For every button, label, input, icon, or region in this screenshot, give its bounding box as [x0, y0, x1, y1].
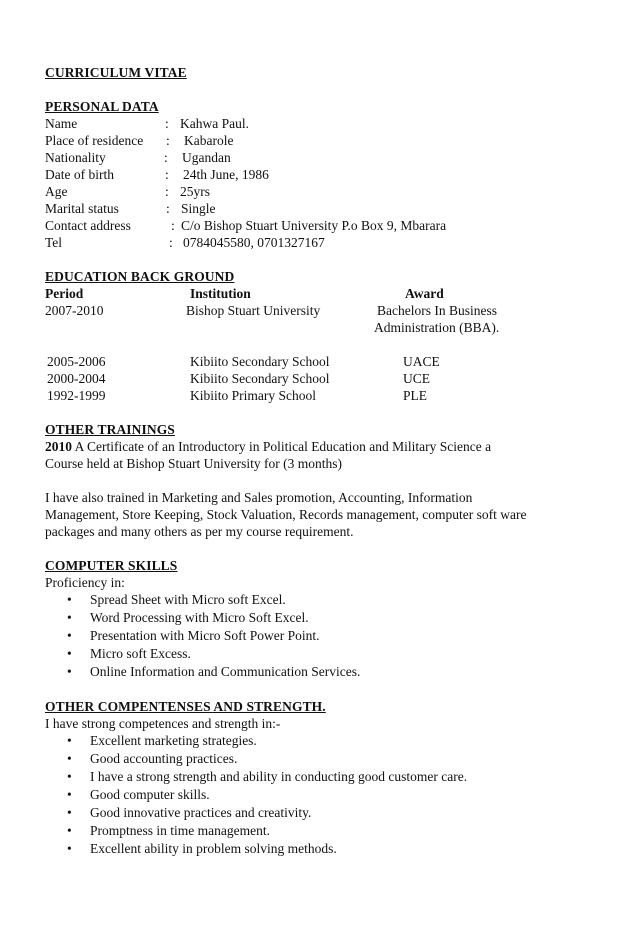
edu-period: 2000-2004: [47, 371, 106, 386]
list-item: • Good accounting practices.: [67, 751, 238, 766]
training-para2-line1: I have also trained in Marketing and Sales promotion, Accounting, Information: [45, 490, 473, 505]
training-para2-line3: packages and many others as per my course requirement.: [45, 524, 354, 539]
education-row: [45, 387, 605, 404]
list-item: • Excellent ability in problem solving methods.: [67, 841, 337, 856]
colon: :: [164, 150, 168, 165]
bullet: •: [67, 805, 72, 820]
personal-row-nationality: [45, 149, 605, 166]
list-item: • Online Information and Communication Services.: [67, 664, 361, 679]
computer-skills-heading: COMPUTER SKILLS: [45, 558, 178, 573]
training-certificate: [45, 438, 605, 455]
row-label: Contact address: [45, 218, 131, 233]
bullet: •: [67, 733, 72, 748]
personal-data-heading: PERSONAL DATA: [45, 99, 159, 114]
edu-period: 2005-2006: [47, 354, 106, 369]
row-label: Date of birth: [45, 167, 114, 182]
personal-row-age: [45, 183, 605, 200]
row-label: Place of residence: [45, 133, 144, 148]
cv-document: [45, 64, 605, 858]
personal-row-contact: [45, 217, 605, 234]
competences-section: [45, 698, 605, 858]
edu-institution: Kibiito Secondary School: [190, 354, 330, 369]
edu-institution: Bishop Stuart University: [186, 303, 321, 318]
bullet: •: [67, 787, 72, 802]
competences-intro: I have strong competences and strength in:-: [45, 716, 281, 731]
colon: :: [166, 133, 170, 148]
colon: :: [169, 235, 173, 250]
spacer: [45, 336, 605, 353]
row-value: Kahwa Paul.: [180, 116, 249, 131]
colon: :: [165, 116, 169, 131]
trainings-section: [45, 421, 605, 540]
personal-row-residence: [45, 132, 605, 149]
row-value: 24th June, 1986: [183, 167, 269, 182]
row-value: Ugandan: [182, 150, 231, 165]
row-value: 0784045580, 0701327167: [183, 235, 325, 250]
colon: :: [166, 201, 170, 216]
bullet: •: [67, 664, 72, 679]
list-item: • Promptness in time management.: [67, 823, 270, 838]
edu-institution: Kibiito Secondary School: [190, 371, 330, 386]
bullet: •: [67, 610, 72, 625]
row-value: 25yrs: [180, 184, 210, 199]
col-award: Award: [405, 286, 444, 301]
list-item: • Good computer skills.: [67, 787, 210, 802]
edu-period: 1992-1999: [47, 388, 106, 403]
row-value: Single: [181, 201, 216, 216]
education-heading: EDUCATION BACK GROUND: [45, 269, 235, 284]
row-value: C/o Bishop Stuart University P.o Box 9, Mbarara: [181, 218, 447, 233]
computer-skills-intro: Proficiency in:: [45, 575, 125, 590]
row-label: Name: [45, 116, 78, 131]
bullet: •: [67, 823, 72, 838]
education-row: [45, 302, 605, 319]
personal-row-dob: [45, 166, 605, 183]
competences-list: [45, 732, 605, 858]
computer-skills-section: [45, 557, 605, 681]
education-row: [45, 353, 605, 370]
row-label: Tel: [45, 235, 63, 250]
bullet: •: [67, 841, 72, 856]
personal-data-section: [45, 98, 605, 251]
personal-row-tel: [45, 234, 605, 251]
training-line1: A Certificate of an Introductory in Political Education and Military Science a: [72, 439, 492, 454]
edu-award: UCE: [403, 371, 430, 386]
training-year: 2010: [45, 439, 72, 454]
bullet: •: [67, 592, 72, 607]
competences-heading: OTHER COMPENTENSES AND STRENGTH.: [45, 699, 326, 714]
bullet: •: [67, 646, 72, 661]
bullet: •: [67, 751, 72, 766]
education-row-continued: [45, 319, 605, 336]
edu-award-line2: Administration (BBA).: [374, 320, 500, 335]
row-label: Marital status: [45, 201, 119, 216]
list-item: • Excellent marketing strategies.: [67, 733, 257, 748]
edu-award: UACE: [403, 354, 440, 369]
row-label: Age: [45, 184, 68, 199]
edu-award: Bachelors In Business: [377, 303, 497, 318]
cv-title: CURRICULUM VITAE: [45, 65, 187, 80]
training-para2-line2: Management, Store Keeping, Stock Valuation, Records management, computer soft ware: [45, 507, 527, 522]
personal-row-marital: [45, 200, 605, 217]
education-row: [45, 370, 605, 387]
colon: :: [165, 167, 169, 182]
list-item: • Word Processing with Micro Soft Excel.: [67, 610, 309, 625]
education-table-header: [45, 285, 605, 302]
edu-award: PLE: [403, 388, 428, 403]
list-item: • I have a strong strength and ability in conducting good customer care.: [67, 769, 468, 784]
edu-period: 2007-2010: [45, 303, 104, 318]
row-value: Kabarole: [184, 133, 234, 148]
colon: :: [171, 218, 175, 233]
computer-skills-list: [45, 591, 605, 681]
list-item: • Good innovative practices and creativity.: [67, 805, 312, 820]
personal-row-name: [45, 115, 605, 132]
training-line2: Course held at Bishop Stuart University for (3 months): [45, 456, 342, 471]
edu-institution: Kibiito Primary School: [190, 388, 316, 403]
list-item: • Spread Sheet with Micro soft Excel.: [67, 592, 286, 607]
bullet: •: [67, 628, 72, 643]
row-label: Nationality: [45, 150, 106, 165]
list-item: • Presentation with Micro Soft Power Point.: [67, 628, 320, 643]
colon: :: [165, 184, 169, 199]
col-institution: Institution: [190, 286, 251, 301]
bullet: •: [67, 769, 72, 784]
col-period: Period: [45, 286, 84, 301]
education-section: [45, 268, 605, 404]
list-item: • Micro soft Excess.: [67, 646, 191, 661]
trainings-heading: OTHER TRAININGS: [45, 422, 175, 437]
